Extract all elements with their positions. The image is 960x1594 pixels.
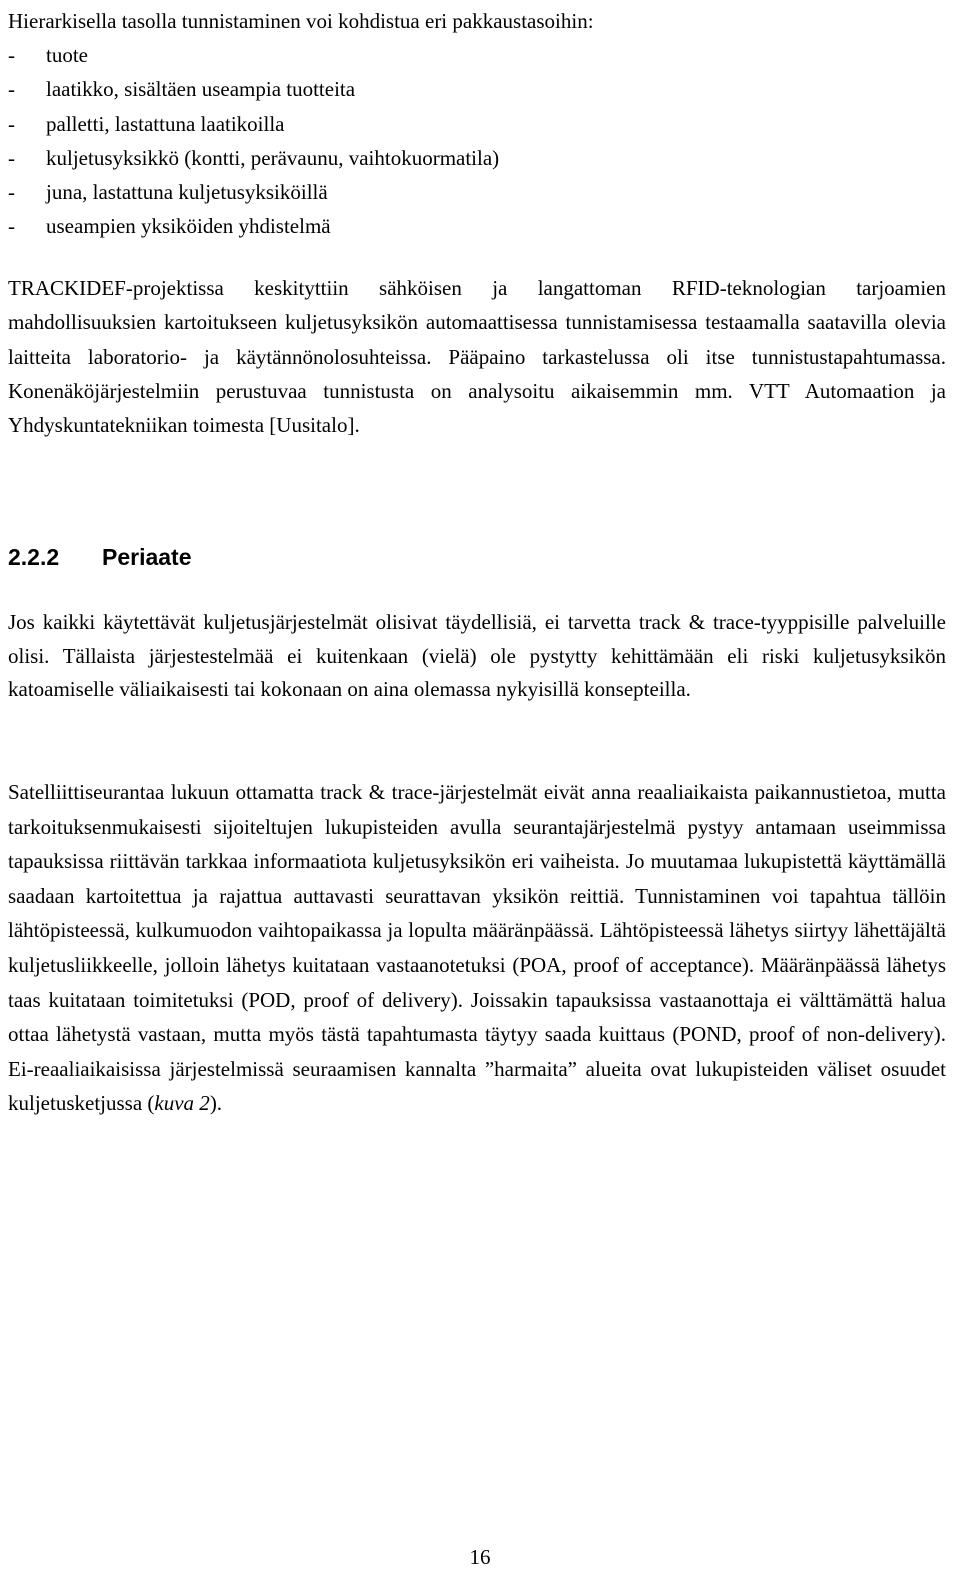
list-item-text: juna, lastattuna kuljetusyksiköillä bbox=[46, 180, 328, 205]
section-title: Periaate bbox=[102, 544, 192, 570]
list-item-text: tuote bbox=[46, 43, 88, 67]
list-dash: - bbox=[8, 214, 15, 239]
intro-text: Hierarkisella tasolla tunnistaminen voi kohdistua eri pakkaustasoihin: bbox=[8, 9, 594, 33]
list-dash: - bbox=[8, 145, 15, 170]
paragraph-principle: Jos kaikki käytettävät kuljetusjärjestelmät olisivat täydellisiä, ei tarvetta track & trace-tyyppisille palveluille olisi. Tällaista järjestestelmää ei kuitenkaan (vielä) ole pystytty kehittämään eli riski kuljetusyksikön katoamiselle väliaikaisesti tai kokonaan on aina olemassa nykyisillä konsepteilla. bbox=[8, 610, 946, 701]
section-heading bbox=[8, 540, 192, 574]
paragraph-text: Satelliittiseurantaa lukuun ottamatta track & trace-järjestelmät eivät anna reaaliaikaista paikannustietoa, mutta tarkoituksenmukaisesti sijoiteltujen lukupisteiden avulla seurantajärjestelmä pystyy antamaan useimmissa tapauksissa riittävän tarkkaa informaatiota kuljetusyksikön eri vaiheista. Jo muutamaa lukupistettä käyttämällä saadaan kartoitettua ja rajattua auttavasti seurattavan yksikön reittiä. Tunnistaminen voi tapahtua tällöin lähtöpisteessä, kulkumuodon vaihtopaikassa ja lopulta määränpäässä. Lähtöpisteessä lähetys siirtyy lähettäjältä kuljetusliikkeelle, jolloin lähetys kuitataan vastaanotetuksi (POA, proof of acceptance). Määränpäässä lähetys taas kuitataan toimitetuksi (POD, proof of delivery). Joissakin tapauksissa vastaanottaja ei välttämättä halua ottaa lähetystä vastaan, mutta myös tästä tapahtumasta täytyy saada kuittaus (POND, proof of non-delivery). Ei-reaaliaikaisissa järjestelmissä seuraamisen kannalta ”harmaita” alueita ovat lukupisteiden väliset osuudet kuljetusketjussa ( bbox=[8, 780, 946, 1116]
list-dash: - bbox=[8, 77, 15, 102]
list-dash: - bbox=[8, 111, 15, 136]
list-item-text: laatikko, sisältäen useampia tuotteita bbox=[46, 77, 356, 102]
list-dash: - bbox=[8, 180, 15, 205]
section-number: 2.2.2 bbox=[8, 544, 60, 570]
list-item-text: useampien yksiköiden yhdistelmä bbox=[46, 214, 331, 239]
paragraph-trackidef: TRACKIDEF-projektissa keskityttiin sähköisen ja langattoman RFID-teknologian tarjoamien mahdollisuuksien kartoitukseen kuljetusyksikön automaattisessa tunnistamisessa testaamalla saatavilla olevia laitteita laboratorio- ja käytännönolosuhteissa. Pääpaino tarkastelussa oli itse tunnistustapahtumassa. Konenäköjärjestelmiin perustuvaa tunnistusta on analysoitu aikaisemmin mm. VTT Automaation ja Yhdyskuntatekniikan toimesta [Uusitalo]. bbox=[8, 276, 946, 438]
paragraph-end: ). bbox=[209, 1091, 223, 1116]
page-number: 16 bbox=[469, 1545, 491, 1569]
figure-reference: kuva 2 bbox=[154, 1091, 210, 1116]
list-dash: - bbox=[8, 43, 15, 67]
list-item-text: kuljetusyksikkö (kontti, perävaunu, vaihtokuormatila) bbox=[46, 145, 500, 170]
paragraph-satellite-tracking bbox=[8, 775, 946, 1121]
list-item-text: palletti, lastattuna laatikoilla bbox=[46, 111, 285, 136]
